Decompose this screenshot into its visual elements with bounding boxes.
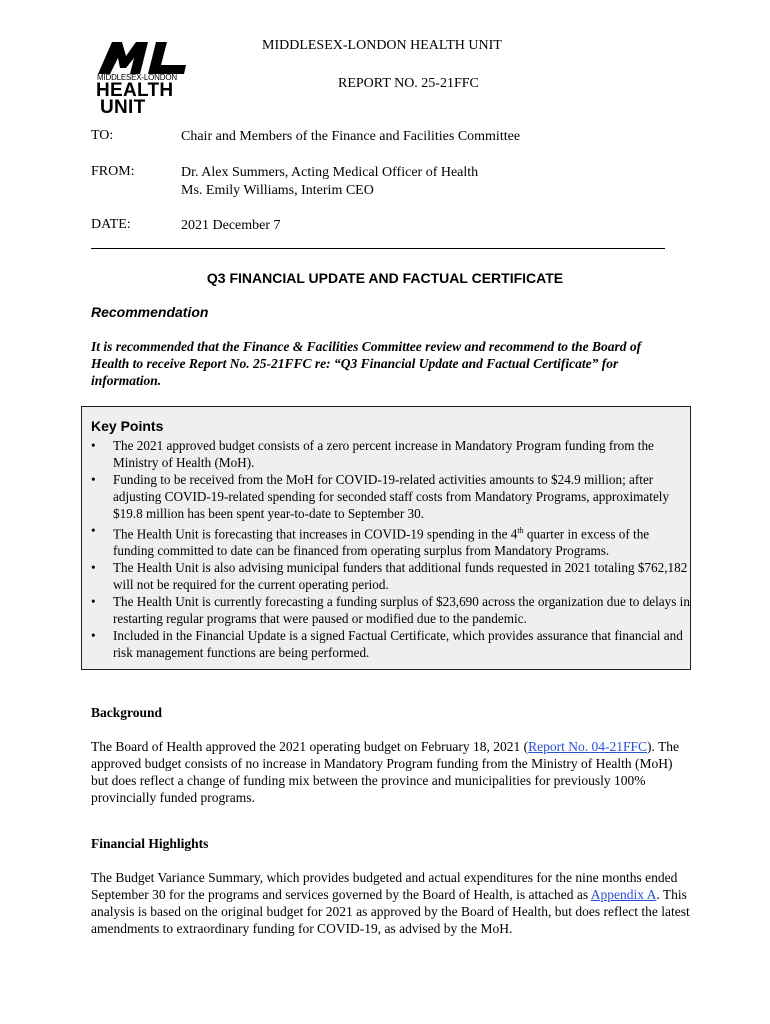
org-name: MIDDLESEX-LONDON HEALTH UNIT — [262, 38, 502, 53]
background-text-a: The Board of Health approved the 2021 operating budget on February 18, 2021 ( — [91, 739, 529, 754]
background-paragraph — [91, 738, 691, 806]
key-point-text-a: The Health Unit is forecasting that increases in COVID-19 spending in the 4 — [113, 526, 518, 542]
logo-unit: UNIT — [100, 97, 146, 118]
key-points-list — [91, 437, 691, 661]
key-point-text: The Health Unit is also advising municipal funders that additional funds requested in 2021 totaling $762,182 will not be required for the current operating period. — [113, 560, 688, 593]
header-divider — [91, 248, 665, 249]
from-value-1: Dr. Alex Summers, Acting Medical Officer of Health — [181, 165, 479, 180]
key-points-heading: Key Points — [91, 418, 164, 434]
to-value: Chair and Members of the Finance and Facilities Committee — [181, 129, 521, 144]
bullet-icon: • — [91, 472, 96, 487]
logo-health: HEALTH — [96, 80, 174, 101]
key-point-text: Included in the Financial Update is a signed Factual Certificate, which provides assurance that financial and risk management functions are being performed. — [113, 628, 683, 661]
report-title: Q3 FINANCIAL UPDATE AND FACTUAL CERTIFICATE — [206, 270, 564, 286]
date-label: DATE: — [91, 217, 131, 232]
health-unit-logo — [96, 38, 188, 118]
date-value: 2021 December 7 — [181, 218, 281, 233]
key-point-text: Funding to be received from the MoH for COVID-19-related activities amounts to $24.9 million; after adjusting COVID-19-related spending for seconded staff costs from Mandatory Programs, approximately $19.8 million has been spent year-to-date to September 30. — [113, 472, 670, 521]
bullet-icon: • — [91, 560, 96, 576]
key-point-text-b: quarter in excess of the funding committed to date can be financed from operating surplus from Mandatory Programs. — [113, 526, 650, 559]
list-item — [91, 522, 691, 559]
bullet-icon: • — [91, 628, 96, 644]
logo-subtext: MIDDLESEX-LONDON — [97, 73, 177, 82]
ml-logo-mark-icon — [96, 38, 188, 74]
report-04-21ffc-link[interactable]: Report No. 04-21FFC — [528, 739, 648, 754]
background-text-b: ). The approved budget consists of no increase in Mandatory Program funding from the Ministry of Health (MoH) but does reflect a change of funding mix between the province and municipalities for previously 100% provincially funded programs. — [91, 739, 680, 805]
from-label: FROM: — [91, 164, 135, 179]
report-number: REPORT NO. 25-21FFC — [338, 76, 479, 91]
appendix-a-link[interactable]: Appendix A — [590, 887, 657, 902]
list-item — [91, 593, 691, 627]
bullet-icon: • — [91, 594, 96, 610]
financial-paragraph — [91, 869, 691, 937]
list-item — [91, 437, 691, 471]
bullet-icon: • — [91, 523, 96, 538]
financial-text-b: . This analysis is based on the original budget for 2021 as approved by the Board of Health, but does reflect the latest amendments to extraordinary funding for COVID-19, as advised by the MoH. — [91, 887, 690, 936]
background-heading: Background — [91, 705, 163, 720]
key-point-text: The Health Unit is currently forecasting a funding surplus of $23,690 across the organization due to delays in restarting regular programs that were paused or modified due to the pandemic. — [113, 594, 690, 627]
list-item — [91, 471, 691, 522]
list-item — [91, 627, 691, 661]
financial-highlights-heading: Financial Highlights — [91, 836, 209, 851]
bullet-icon: • — [91, 438, 96, 453]
recommendation-text: It is recommended that the Finance & Facilities Committee review and recommend to the Board of Health to receive Report No. 25-21FFC re: “Q3 Financial Update and Factual Certificate” for information. — [91, 339, 642, 388]
financial-text-a: The Budget Variance Summary, which provides budgeted and actual expenditures for the nine months ended September 30 for the programs and services governed by the Board of Health, is attached as — [91, 870, 678, 902]
superscript-th: th — [517, 526, 524, 535]
to-label: TO: — [91, 128, 114, 143]
list-item — [91, 559, 691, 593]
recommendation-heading: Recommendation — [91, 304, 209, 320]
key-point-text: The 2021 approved budget consists of a zero percent increase in Mandatory Program funding from the Ministry of Health (MoH). — [113, 438, 654, 470]
from-value-2: Ms. Emily Williams, Interim CEO — [181, 183, 374, 198]
